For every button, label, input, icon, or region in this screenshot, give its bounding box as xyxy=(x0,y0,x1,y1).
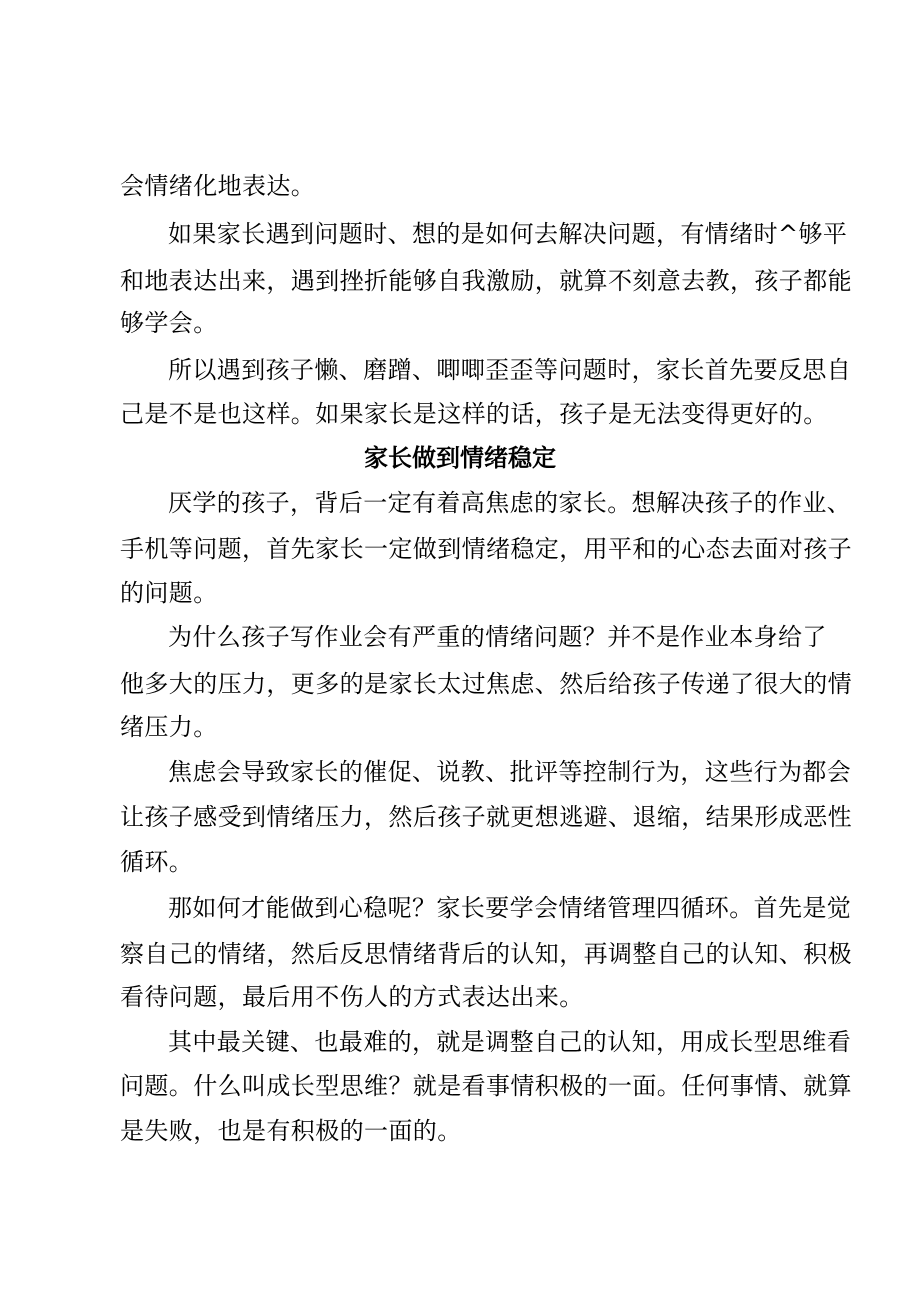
text-line: 的问题。 xyxy=(120,579,218,607)
text-line: 问题。什么叫成长型思维？就是看事情积极的一面。任何事情、就算 xyxy=(120,1072,852,1100)
text-line: 为什么孩子写作业会有严重的情绪问题？并不是作业本身给了 xyxy=(168,623,827,651)
text-line: 会情绪化地表达。 xyxy=(120,172,316,200)
text-line: 如果家长遇到问题时、想的是如何去解决问题，有情绪时^够平 xyxy=(168,220,848,248)
text-line: 察自己的情绪，然后反思情绪背后的认知，再调整自己的认知、积极 xyxy=(120,940,852,968)
text-line: 他多大的压力，更多的是家长太过焦虑、然后给孩子传递了很大的情 xyxy=(120,670,852,698)
text-line: 己是不是也这样。如果家长是这样的话，孩子是无法变得更好的。 xyxy=(120,400,828,428)
text-line: 看待问题，最后用不伤人的方式表达出来。 xyxy=(120,983,584,1011)
text-line: 那如何才能做到心稳呢？家长要学会情绪管理四循环。首先是觉 xyxy=(168,894,852,922)
text-line: 手机等问题，首先家长一定做到情绪稳定，用平和的心态去面对孩子 xyxy=(120,535,852,563)
section-heading: 家长做到情绪稳定 xyxy=(364,444,556,472)
text-line: 够学会。 xyxy=(120,309,218,337)
text-line: 绪压力。 xyxy=(120,713,218,741)
text-line: 其中最关键、也最难的，就是调整自己的认知，用成长型思维看 xyxy=(168,1028,852,1056)
text-line: 让孩子感受到情绪压力，然后孩子就更想逃避、退缩，结果形成恶性 xyxy=(120,803,852,831)
text-line: 焦虑会导致家长的催促、说教、批评等控制行为，这些行为都会 xyxy=(168,758,852,786)
text-line: 厌学的孩子，背后一定有着高焦虑的家长。想解决孩子的作业、 xyxy=(168,489,852,517)
text-line: 是失败，也是有积极的一面的。 xyxy=(120,1117,462,1145)
text-line: 所以遇到孩子懒、磨蹭、唧唧歪歪等问题时，家长首先要反思自 xyxy=(168,356,852,384)
text-line: 和地表达出来，遇到挫折能够自我激励，就算不刻意去教，孩子都能 xyxy=(120,267,852,295)
text-line: 循环。 xyxy=(120,848,194,876)
